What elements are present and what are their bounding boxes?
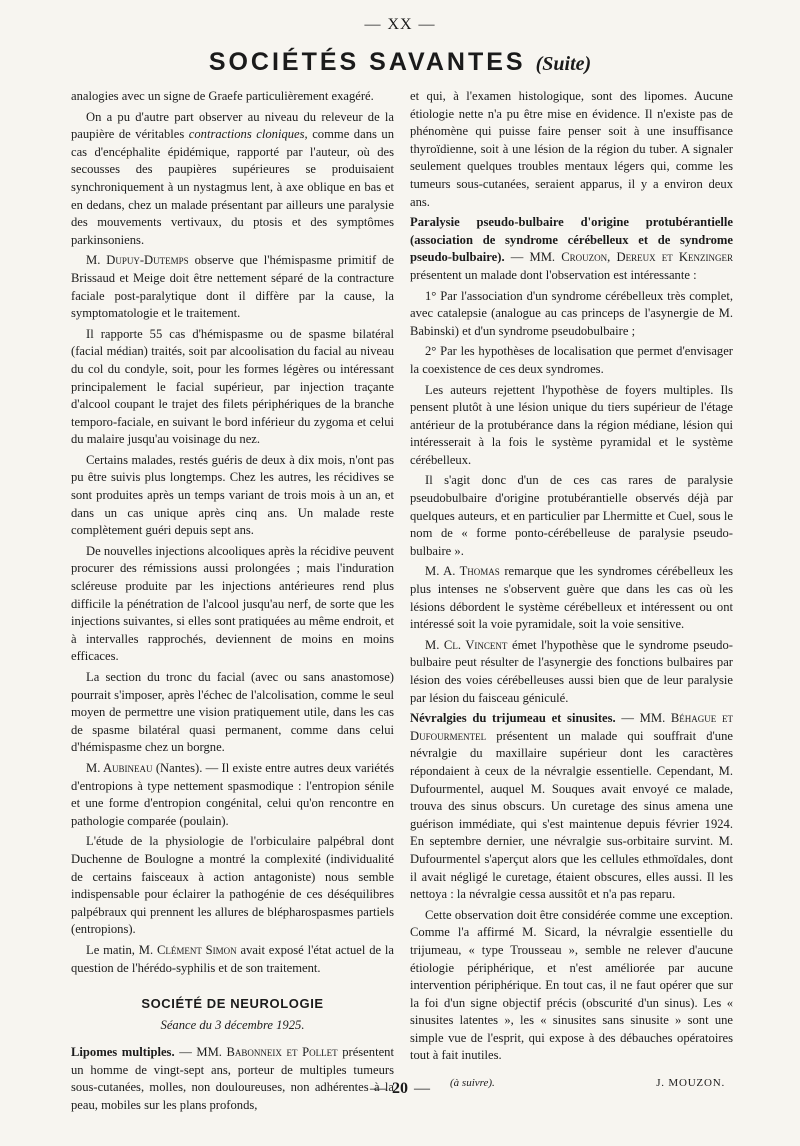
section-subtitle: Séance du 3 décembre 1925.: [160, 1017, 305, 1032]
paragraph: M. Cl. Vincent émet l'hypothèse que le syndrome pseudo-bulbaire peut résulter de l'asynergie des fonctions bulbaires par lésion des voies cérébelleuses aussi bien que de leur paralysie par lésion du faisceau géniculé.: [410, 637, 733, 705]
speaker-name: Clément Simon: [156, 942, 237, 957]
paragraph: Il rapporte 55 cas d'hémispasme ou de spasme bilatéral (facial médian) traités, soit par alcoolisation du facial au niveau du col du condyle, soit, pour les formes légères ou intéressant principalement le facial supérieur, par injection traçante d'alcool coupant le trajet des filets périphériques de la branche temporo-faciale, en suivant le bord inférieur du zygoma et celui du malaire jusqu'au voisinage du nez.: [71, 326, 394, 447]
paragraph: Le matin, M. Clément Simon avait exposé l'état actuel de la question de l'hérédo-syphilis et de son traitement.: [71, 942, 395, 975]
item-heading: Névralgies du trijumeau et sinusites.: [410, 711, 616, 726]
page-roman-numeral: — XX —: [0, 16, 800, 34]
speaker-name: Béhague et Dufourmentel: [410, 711, 733, 743]
paragraph: et qui, à l'examen histologique, sont des lipomes. Aucune étiologie nette n'a pu être mise en évidence. Il n'existe pas de phénomène qui puisse faire penser soit à une insuffisance thyroïdienne, soit à une lésion de la région du tuber. A signaler seulement quelques troubles mentaux légers qui, comme les tumeurs sous-cutanées, seraient apparus, il y a environ deux ans.: [410, 89, 733, 209]
paragraph: L'étude de la physiologie de l'orbiculaire palpébral dont Duchenne de Boulogne a montré la complexité (individualité de certains faisceaux à action antagoniste) nous semble indispensable pour éclairer la pathogénie de ces déséquilibres palpébraux qui prennent les allures de blépharospasmes partiels (entropions).: [71, 834, 394, 937]
paragraph: M. Dupuy-Dutemps observe que l'hémispasme primitif de Brissaud et Meige doit être nettement séparé de la contracture faciale post-paralytique dont il diffère par la cause, la symptomatologie et le traitement.: [71, 253, 394, 321]
paragraph: M. A. Thomas remarque que les syndromes cérébelleux les plus intenses ne s'observent guère que dans les cas où les lésions débordent le système cérébelleux et intéressent ou ont intéressé soit la voie pyramidale, soit la voie sensitive.: [410, 564, 733, 632]
paragraph: Certains malades, restés guéris de deux à dix mois, n'ont pas pu être suivis plus longtemps. Chez les autres, les récidives se sont produites après un temps variant de trois mois à un an, et dans un cas unique après cinq ans. Un malade reste complètement guéri depuis sept ans.: [71, 452, 394, 538]
speaker-name: Babonneix et Pollet: [226, 1045, 338, 1060]
left-column: [71, 88, 394, 1118]
page-title: SOCIÉTÉS SAVANTES: [208, 48, 526, 76]
speaker-name: M. Aubineau: [86, 760, 153, 775]
paragraph: Névralgies du trijumeau et sinusites. — MM. Béhague et Dufourmentel présentent un malade qui souffrait d'une névralgie du maxillaire supérieur dont les caractères répondaient à ceux de la névralgie essentielle. Cependant, M. Dufourmentel, auquel M. Souques avait envoyé ce malade, trouva des sinus obscurs. Un curetage des sinus amena une guérison immédiate, qui s'est maintenue depuis février 1924. En septembre dernier, une névralgie sus-orbitaire survint. M. Dufourmentel s'aperçut alors que les cellules ethmoïdales, dont il avait négligé le curetage, étaient obscures, elles aussi. Il les nettoya : la névralgie cessa aussitôt et n'a pas reparu.: [410, 711, 733, 902]
item-heading: Paralysie pseudo-bulbaire d'origine protubérantielle (association de syndrome cérébelleux et de syndrome pseudo-bulbaire).: [410, 215, 733, 265]
paragraph: M. Aubineau (Nantes). — Il existe entre autres deux variétés d'entropions à type nettement spasmodique : l'entropion sénile et une forme d'entropion congénital, celui qu'on rencontre en pathologie comparée (poulain).: [71, 760, 395, 828]
paragraph: Il s'agit donc d'un de ces cas rares de paralysie pseudobulbaire d'origine protubérantielle observés déjà par quelques auteurs, et en particulier par Lhermitte et Cuel, sous le nom de « forme ponto-cérébelleuse de paralysie pseudo-bulbaire ».: [410, 473, 733, 558]
speaker-name: Crouzon, Dereux et Kenzinger: [561, 250, 733, 265]
paragraph: analogies avec un signe de Graefe particulièrement exagéré.: [71, 89, 374, 103]
paragraph: Cette observation doit être considérée comme une exception. Comme l'a affirmé M. Sicard, la névralgie essentielle du trijumeau, « type Trousseau », semble ne relever d'aucune étiologie périphérique, et n'est améliorée par aucune intervention périphérique. En tout cas, il ne faut opérer que sur la foi d'un signe objectif précis (obscurité d'un sinus). Les « sinusites latentes », les « sinusites sans sinusite » sont une simple vue de l'esprit, qui expose à des débauches opératoires tout à fait inutiles.: [410, 907, 733, 1063]
page-title-suite: (Suite): [535, 53, 592, 75]
paragraph: La section du tronc du facial (avec ou sans anastomose) pourrait s'imposer, après l'échec de l'alcolisation, comme le seul moyen de permettre une vision pratiquement utile, dans les cas de spasme bilatéral quasi permanent, comme dans celui d'hémispasme chez un borgne.: [71, 670, 394, 755]
item-heading: Lipomes multiples.: [71, 1045, 175, 1060]
to-be-continued: (à suivre).: [450, 1077, 495, 1090]
page-number: — 20 —: [0, 1080, 800, 1098]
speaker-name: M. Cl. Vincent: [425, 637, 508, 652]
section-title: SOCIÉTÉ DE NEUROLOGIE: [141, 996, 324, 1012]
author-signature: J. MOUZON.: [656, 1077, 725, 1090]
page-header: [0, 50, 800, 75]
paragraph: Lipomes multiples. — MM. Babonneix et Pollet présentent un homme de vingt-sept ans, porteur de multiples tumeurs sous-cutanées, molles, non douloureuses, non adhérentes à la peau, mobiles sur les plans profonds,: [71, 1045, 394, 1113]
paragraph: On a pu d'autre part observer au niveau du releveur de la paupière de véritables contractions cloniques, comme dans un cas d'encéphalite épidémique, rapporté par l'auteur, où des secousses des paupières supérieures se produisaient synchroniquement à un nystagmus lent, à axe oblique en bas et en dedans, chez un malade présentant par ailleurs une paralysie des mouvements vertivaux, du ptosis et des symptômes parkinsoniens.: [71, 109, 395, 247]
emphasis: contractions cloniques,: [188, 127, 308, 142]
speaker-name: M. A. Thomas: [425, 564, 500, 579]
paragraph: 1° Par l'association d'un syndrome cérébelleux très complet, avec catalepsie (analogue au cas princeps de l'asynergie de M. Babinski) et d'un syndrome pseudobulbaire ;: [410, 288, 733, 338]
paragraph: Paralysie pseudo-bulbaire d'origine protubérantielle (association de syndrome cérébelleux et de syndrome pseudo-bulbaire). — MM. Crouzon, Dereux et Kenzinger présentent un malade dont l'observation est intéressante :: [410, 215, 733, 282]
paragraph: De nouvelles injections alcooliques après la récidive peuvent procurer des rémissions aussi prolongées ; mais l'induration scléreuse produite par les injections antérieures rend plus difficile la pénétration de l'alcool jusqu'au nerf, de sorte que les injections suivantes, si elles sont pratiquées au même endroit, et à intervalles rapprochés, deviennent de moins en moins efficaces.: [71, 543, 394, 664]
paragraph: 2° Par les hypothèses de localisation que permet d'envisager la coexistence de ces deux syndromes.: [410, 344, 733, 376]
paragraph: Les auteurs rejettent l'hypothèse de foyers multiples. Ils pensent plutôt à une lésion unique du tiers supérieur de l'étage antérieur de la protubérance dans la région médiane, lésion qui intéresserait à la fois le système pyramidal et le système cérébelleux.: [410, 382, 733, 467]
speaker-name: M. Dupuy-Dutemps: [86, 253, 189, 268]
right-column: [410, 88, 733, 1093]
